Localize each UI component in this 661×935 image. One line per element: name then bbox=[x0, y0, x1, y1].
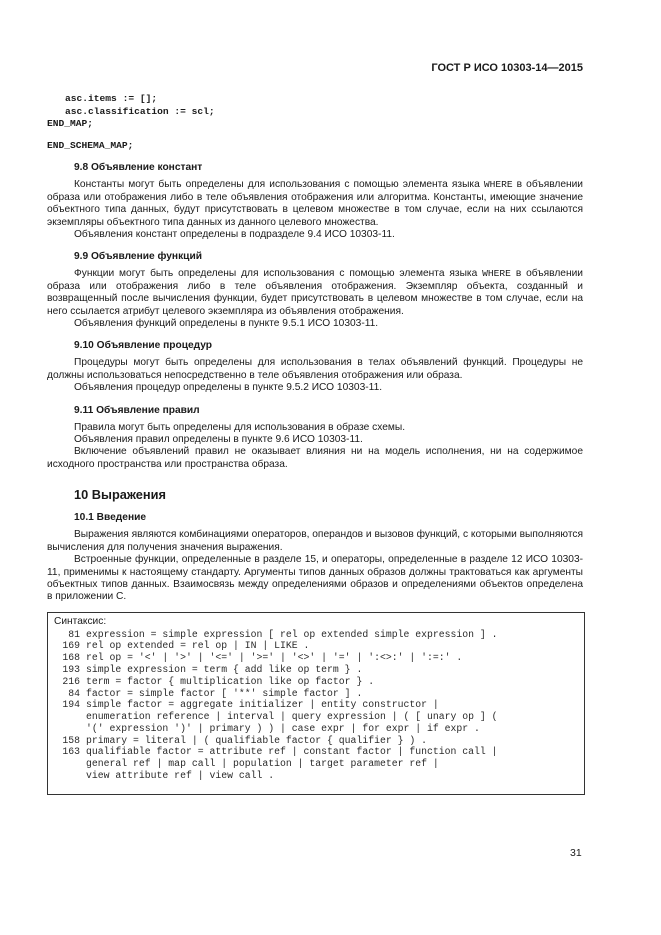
section-paragraph bbox=[47, 318, 583, 330]
syntax-line bbox=[54, 640, 578, 652]
paragraph-text: в объявлении образа или отображения либо в теле объявления отображения. Экземпляр объекта, созданный и возвращенный после вычисления функции, будет присутствовать в целевом множестве в том случае, если на него ссылается атрибут целевого экземпляра из объявления отображения. bbox=[47, 268, 583, 317]
section-paragraph bbox=[47, 357, 583, 382]
syntax-line-number bbox=[54, 723, 80, 735]
syntax-line-number: 216 bbox=[62, 675, 80, 687]
section-paragraph bbox=[47, 434, 583, 446]
paragraph-text: в объявлении образа или отображения либо в теле объявления отображения или алгоритма. Константы, имеющие значение объектного типа данных, будут присутствовать в целевом множестве в том случае, если на них ссылаются экземпляры объектного типа данных из данного целевого множества. bbox=[47, 179, 584, 228]
syntax-line bbox=[54, 688, 578, 700]
syntax-line bbox=[54, 664, 578, 676]
syntax-line-text: rel op extended = rel op | IN | LIKE . bbox=[86, 640, 310, 652]
section-paragraph bbox=[47, 422, 583, 434]
syntax-line bbox=[54, 723, 578, 735]
syntax-line-text: simple factor = aggregate initializer | entity constructor | bbox=[86, 699, 439, 711]
section-title: 9.10 Объявление процедур bbox=[74, 340, 213, 352]
syntax-line-number: 163 bbox=[62, 746, 80, 758]
syntax-line bbox=[54, 629, 578, 641]
syntax-line-text: qualifiable factor = attribute ref | constant factor | function call | bbox=[86, 746, 498, 758]
section-paragraph bbox=[47, 179, 583, 229]
intro-paragraph: Встроенные функции, определенные в разделе 15, и операторы, определенные в разделе 12 ИСО 10303-11, применимы к настоящему стандарту. Аргументы типов данных образов должны трактоваться как аргументы объектных типов данных. Взаимосвязь между определениями образов и определениями объектов определена в приложении С. bbox=[47, 554, 583, 603]
syntax-line-number: 193 bbox=[62, 663, 80, 675]
syntax-line-text: general ref | map call | population | target parameter ref | bbox=[86, 758, 439, 770]
syntax-line-text: simple expression = term { add like op term } . bbox=[86, 663, 363, 675]
code-line: asc.classification := scl; bbox=[65, 105, 215, 117]
paragraph-text: Включение объявлений правил не оказывает влияния ни на модель исполнения, ни на содержимое исходного пространства или пространства образа. bbox=[47, 446, 583, 470]
section-paragraph bbox=[47, 229, 583, 241]
syntax-line-number bbox=[54, 711, 80, 723]
syntax-line bbox=[54, 758, 578, 770]
syntax-line-number bbox=[54, 758, 80, 770]
syntax-line bbox=[54, 652, 578, 664]
page-content bbox=[47, 93, 583, 795]
sections bbox=[47, 162, 583, 471]
code-end-schema-map: END_SCHEMA_MAP; bbox=[47, 139, 134, 151]
paragraph-text: Константы могут быть определены для использования с помощью элемента языка bbox=[74, 179, 484, 191]
syntax-line-number: 81 bbox=[68, 628, 80, 640]
syntax-line-text: expression = simple expression [ rel op extended simple expression ] . bbox=[86, 628, 498, 640]
syntax-line-text: view attribute ref | view call . bbox=[86, 770, 275, 782]
syntax-line-number: 158 bbox=[62, 734, 80, 746]
paragraph-text: Правила могут быть определены для использования в образе схемы. bbox=[74, 421, 406, 433]
paragraph-text: Объявления функций определены в пункте 9.5.1 ИСО 10303-11. bbox=[74, 318, 379, 330]
section-title: 9.11 Объявление правил bbox=[74, 404, 200, 416]
document-header: ГОСТ Р ИСО 10303-14—2015 bbox=[431, 62, 583, 74]
section-paragraph bbox=[47, 268, 583, 318]
intro-paragraph: Выражения являются комбинациями операторов, операндов и вызовов функций, с которыми выполняются вычисления для получения значения выражения. bbox=[47, 529, 583, 553]
keyword-where: WHERE bbox=[483, 179, 513, 191]
page-number: 31 bbox=[570, 847, 582, 859]
intro-title: 10.1 Введение bbox=[74, 512, 147, 524]
paragraph-text: Процедуры могут быть определены для использования в телах объявлений функций. Процедуры не должны использоваться непосредственно в теле объявления отображения или образа. bbox=[47, 357, 583, 381]
paragraph-text: Объявления правил определены в пункте 9.6 ИСО 10303-11. bbox=[74, 434, 363, 446]
paragraph-text: Объявления констант определены в подразделе 9.4 ИСО 10303-11. bbox=[74, 229, 395, 240]
keyword-where: WHERE bbox=[482, 268, 511, 280]
syntax-line bbox=[54, 699, 578, 711]
section-paragraph bbox=[47, 446, 583, 471]
syntax-line-text: '(' expression ')' | primary ) ) | case expr | for expr | if expr . bbox=[86, 722, 480, 734]
section-paragraph bbox=[47, 382, 583, 394]
syntax-line-text: primary = literal | ( qualifiable factor { qualifier } ) . bbox=[86, 734, 427, 746]
syntax-line bbox=[54, 746, 578, 758]
syntax-line-text: term = factor { multiplication like op factor } . bbox=[86, 675, 375, 687]
syntax-line bbox=[54, 770, 578, 782]
code-end-map: END_MAP; bbox=[47, 118, 94, 130]
syntax-line bbox=[54, 676, 578, 688]
code-line: asc.items := []; bbox=[65, 93, 158, 104]
syntax-line-text: factor = simple factor [ '**' simple factor ] . bbox=[86, 687, 363, 699]
syntax-label: Синтаксис: bbox=[54, 615, 107, 627]
paragraph-text: Объявления процедур определены в пункте 9.5.2 ИСО 10303-11. bbox=[74, 382, 383, 394]
syntax-line-text: enumeration reference | interval | query expression | ( [ unary op ] ( bbox=[86, 711, 498, 723]
syntax-line-number: 194 bbox=[62, 699, 80, 711]
syntax-line-number: 84 bbox=[68, 687, 80, 699]
syntax-line-number bbox=[54, 770, 80, 782]
section-title: 9.8 Объявление констант bbox=[74, 162, 203, 174]
syntax-lines bbox=[54, 629, 578, 782]
syntax-line-number: 169 bbox=[62, 640, 80, 652]
chapter-title: 10 Выражения bbox=[74, 487, 166, 503]
code-block bbox=[47, 93, 583, 118]
paragraph-text: Функции могут быть определены для использования с помощью элемента языка bbox=[74, 268, 483, 280]
syntax-line bbox=[54, 711, 578, 723]
syntax-line bbox=[54, 735, 578, 747]
syntax-line-number: 168 bbox=[62, 652, 80, 664]
syntax-box bbox=[47, 612, 585, 795]
section-title: 9.9 Объявление функций bbox=[74, 251, 202, 263]
syntax-line-text: rel op = '<' | '>' | '<=' | '>=' | '<>' | '=' | ':<>:' | ':=:' . bbox=[86, 652, 463, 664]
